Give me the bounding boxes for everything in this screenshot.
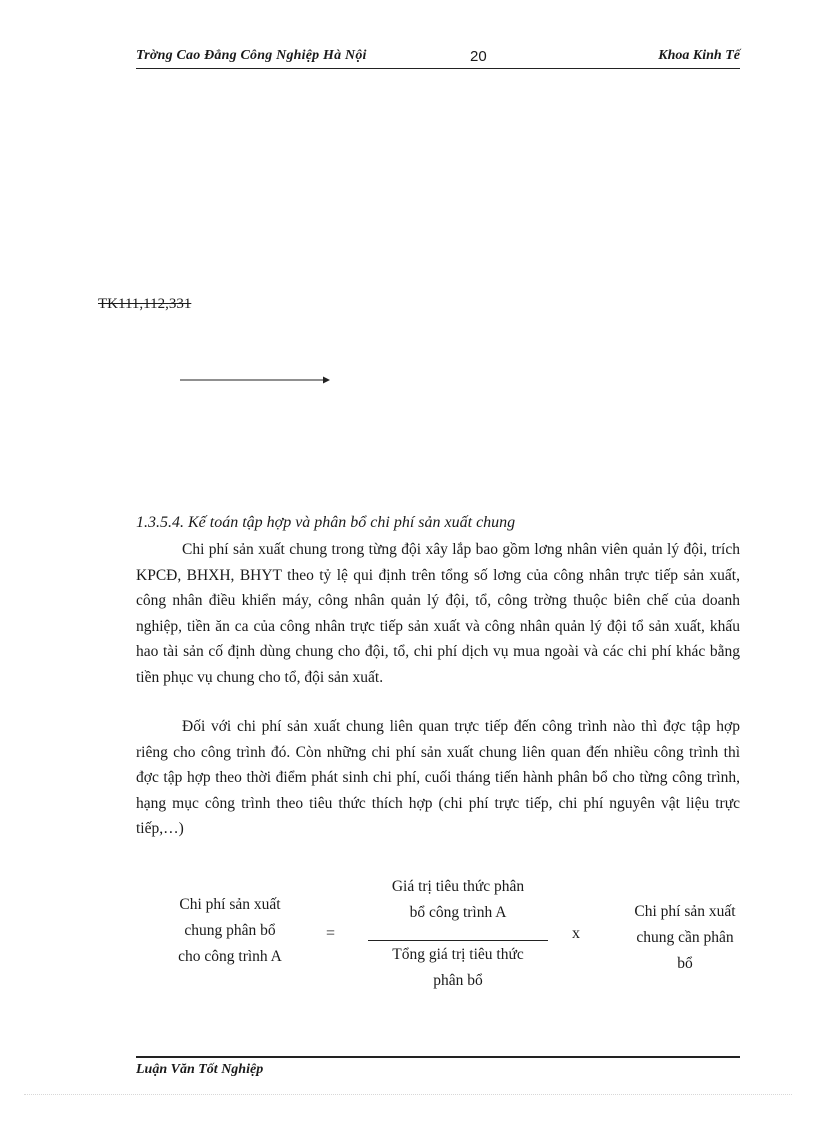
header-page-number: 20: [470, 48, 487, 65]
paragraph-1-text: Chi phí sản xuất chung trong từng đội xây lắp bao gồm lơng nhân viên quản lý đội, trích KPCĐ, BHXH, BHYT theo tỷ lệ qui định trên tổng số lơng của công nhân trực tiếp sản xuất, công nhân điều khiển máy, công nhân quản lý đội, tổ, công trờng thuộc biên chế của doanh nghiệp, tiền ăn ca của công nhân trực tiếp sản xuất và công nhân quản lý đội tổ sản xuất, khấu hao tài sản cố định dùng chung cho đội, tổ, chi phí dịch vụ mua ngoài và các chi phí khác bằng tiền phục vụ chung cho tổ, đội sản xuất.: [136, 541, 740, 686]
formula-numerator: [366, 874, 550, 926]
formula-denominator-line-2: phân bổ: [433, 972, 483, 989]
formula-left-line-1: Chi phí sản xuất: [179, 896, 281, 913]
formula-right-line-2: chung cần phân: [636, 929, 734, 946]
formula-numerator-line-2: bổ công trình A: [409, 904, 507, 921]
header-faculty-name: Khoa Kinh Tế: [658, 48, 740, 63]
formula-denominator: [366, 942, 550, 994]
formula-left-line-3: cho công trình A: [178, 948, 282, 965]
formula-right-line-3: bổ: [677, 955, 693, 972]
right-arrow-icon: [180, 374, 330, 386]
formula-numerator-line-1: Giá trị tiêu thức phân: [391, 878, 525, 895]
formula-denominator-line-1: Tổng giá trị tiêu thức: [392, 946, 524, 963]
formula-fraction-bar: [368, 940, 548, 941]
formula-right-line-1: Chi phí sản xuất: [634, 903, 736, 920]
paragraph-2-text: Đối với chi phí sản xuất chung liên quan trực tiếp đến công trình nào thì đợc tập hợp riêng cho công trình đó. Còn những chi phí sản xuất chung liên quan đến nhiều công trình thì đợc tập hợp theo thời điểm phát sinh chi phí, cuối tháng tiến hành phân bổ cho từng công trình, hạng mục công trình theo tiêu thức thích hợp (chi phí trực tiếp, chi phí nguyên vật liệu trực tiếp,…): [136, 718, 740, 837]
paragraph-overhead-allocation: [136, 714, 740, 842]
footer-text: Luận Văn Tốt Nghiệp: [136, 1062, 264, 1076]
formula-left-term: [150, 892, 310, 970]
account-label: TK111,112,331: [98, 296, 192, 312]
formula-right-term: [614, 899, 756, 977]
paragraph-overhead-cost-definition: [136, 537, 740, 690]
formula-multiply-sign: x: [572, 925, 580, 942]
header-school-name: Trờng Cao Đẳng Công Nghiệp Hà Nội: [136, 48, 367, 63]
footer-rule: [136, 1056, 740, 1058]
page-header: [136, 48, 740, 69]
formula-equals-sign: =: [326, 925, 336, 942]
section-title: 1.3.5.4. Kế toán tập hợp và phân bổ chi phí sản xuất chung: [136, 514, 516, 531]
page-bottom-dotted-rule: [24, 1094, 792, 1095]
formula-left-line-2: chung phân bổ: [184, 922, 276, 939]
